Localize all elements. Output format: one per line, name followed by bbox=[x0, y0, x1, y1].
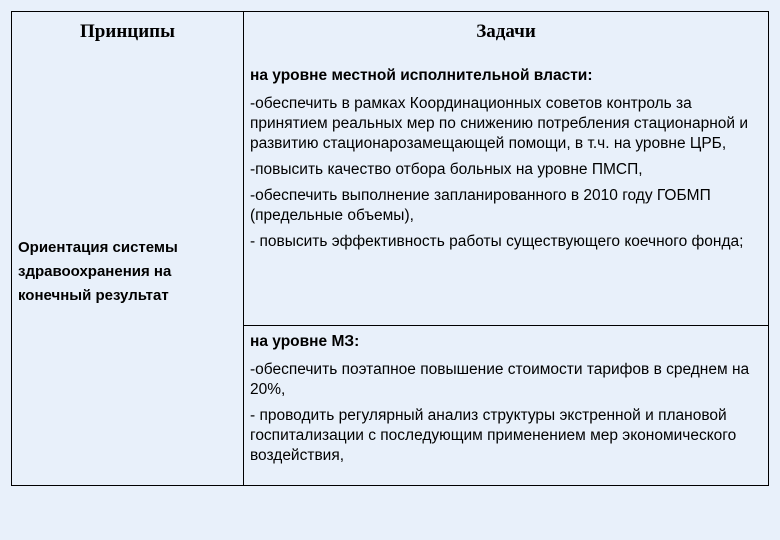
row-divider bbox=[243, 325, 768, 326]
tasks-ministry bbox=[250, 332, 756, 472]
header-tasks: Задачи bbox=[476, 21, 536, 42]
section-title: на уровне МЗ: bbox=[250, 333, 360, 350]
task-item: - повысить эффективность работы существующего коечного фонда; bbox=[250, 233, 744, 250]
task-item: -обеспечить выполнение запланированного в 2010 году ГОБМП (предельные объемы), bbox=[250, 187, 711, 224]
section-title: на уровне местной исполнительной власти: bbox=[250, 67, 593, 84]
principle-cell: Ориентация системы здравоохранения на конечный результат bbox=[18, 239, 178, 304]
principles-tasks-table bbox=[11, 11, 769, 486]
task-item: -повысить качество отбора больных на уровне ПМСП, bbox=[250, 161, 643, 178]
header-principles: Принципы bbox=[80, 21, 175, 42]
tasks-local-authority bbox=[250, 66, 756, 258]
column-divider bbox=[243, 12, 244, 485]
task-item: -обеспечить в рамках Координационных советов контроль за принятием реальных мер по снижению потребления стационарной и развитию стационарозамещающей помощи, в т.ч. на уровне ЦРБ, bbox=[250, 95, 748, 152]
task-item: - проводить регулярный анализ структуры экстренной и плановой госпитализации с последующим применением мер экономического воздействия, bbox=[250, 407, 737, 464]
task-item: -обеспечить поэтапное повышение стоимости тарифов в среднем на 20%, bbox=[250, 361, 750, 398]
